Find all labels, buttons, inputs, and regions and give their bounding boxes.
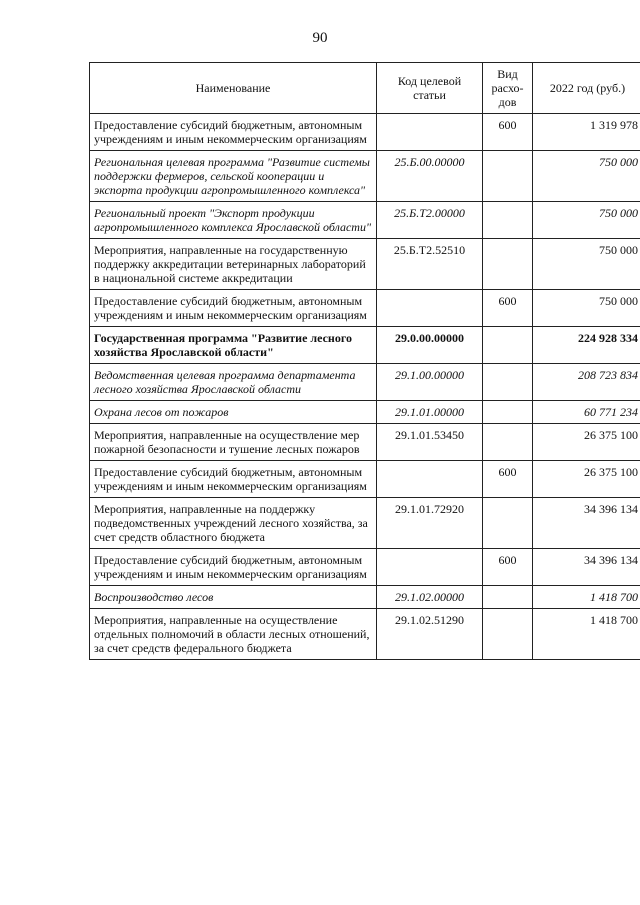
row-code (377, 114, 483, 151)
row-sum: 1 418 700 (533, 586, 640, 609)
row-name: Государственная программа "Развитие лесного хозяйства Ярославской области" (90, 327, 377, 364)
budget-table (89, 62, 640, 660)
row-kind (483, 424, 533, 461)
row-name: Предоставление субсидий бюджетным, автономным учреждениям и иным некоммерческим организациям (90, 461, 377, 498)
row-name: Региональный проект "Экспорт продукции агропромышленного комплекса Ярославской области" (90, 202, 377, 239)
row-sum: 750 000 (533, 151, 640, 202)
header-sum: 2022 год (руб.) (533, 63, 640, 114)
table-row (90, 290, 640, 327)
page-number: 90 (312, 30, 328, 46)
row-name: Региональная целевая программа "Развитие системы поддержки фермеров, сельской кооперации и экспорта продукции агропромышленного комплекса" (90, 151, 377, 202)
header-name: Наименование (90, 63, 377, 114)
row-name: Мероприятия, направленные на осуществление мер пожарной безопасности и тушение лесных пожаров (90, 424, 377, 461)
row-name: Предоставление субсидий бюджетным, автономным учреждениям и иным некоммерческим организациям (90, 114, 377, 151)
row-sum: 750 000 (533, 202, 640, 239)
table-header-row (90, 63, 640, 114)
header-code: Код целевой статьи (377, 63, 483, 114)
row-sum: 26 375 100 (533, 424, 640, 461)
row-sum: 750 000 (533, 239, 640, 290)
row-kind (483, 401, 533, 424)
row-code: 29.1.01.00000 (377, 401, 483, 424)
row-sum: 34 396 134 (533, 498, 640, 549)
table-row (90, 424, 640, 461)
row-name: Мероприятия, направленные на государственную поддержку аккредитации ветеринарных лабораторий в национальной системе аккредитации (90, 239, 377, 290)
row-code: 29.1.02.51290 (377, 609, 483, 660)
row-kind (483, 364, 533, 401)
row-name: Предоставление субсидий бюджетным, автономным учреждениям и иным некоммерческим организациям (90, 549, 377, 586)
row-code: 29.1.01.72920 (377, 498, 483, 549)
row-kind (483, 327, 533, 364)
row-code (377, 290, 483, 327)
row-name: Ведомственная целевая программа департамента лесного хозяйства Ярославской области (90, 364, 377, 401)
table-row (90, 401, 640, 424)
row-code: 29.0.00.00000 (377, 327, 483, 364)
table-row (90, 327, 640, 364)
row-kind (483, 498, 533, 549)
row-kind (483, 202, 533, 239)
row-kind (483, 239, 533, 290)
row-sum: 750 000 (533, 290, 640, 327)
table-row (90, 114, 640, 151)
row-kind: 600 (483, 290, 533, 327)
row-name: Предоставление субсидий бюджетным, автономным учреждениям и иным некоммерческим организациям (90, 290, 377, 327)
row-code: 29.1.01.53450 (377, 424, 483, 461)
row-sum: 1 418 700 (533, 609, 640, 660)
table-row (90, 151, 640, 202)
row-sum: 60 771 234 (533, 401, 640, 424)
row-sum: 26 375 100 (533, 461, 640, 498)
table-row (90, 549, 640, 586)
table-row (90, 364, 640, 401)
row-sum: 1 319 978 (533, 114, 640, 151)
row-code: 25.Б.Т2.00000 (377, 202, 483, 239)
row-sum: 208 723 834 (533, 364, 640, 401)
header-kind: Вид расхо- дов (483, 63, 533, 114)
row-kind: 600 (483, 549, 533, 586)
table-body (90, 114, 640, 660)
row-name: Воспроизводство лесов (90, 586, 377, 609)
row-kind: 600 (483, 114, 533, 151)
row-code: 25.Б.00.00000 (377, 151, 483, 202)
table-row (90, 586, 640, 609)
row-name: Мероприятия, направленные на поддержку подведомственных учреждений лесного хозяйства, за счет средств областного бюджета (90, 498, 377, 549)
row-sum: 34 396 134 (533, 549, 640, 586)
row-code (377, 461, 483, 498)
table-row (90, 202, 640, 239)
row-name: Мероприятия, направленные на осуществление отдельных полномочий в области лесных отношений, за счет средств федерального бюджета (90, 609, 377, 660)
row-code: 29.1.00.00000 (377, 364, 483, 401)
table-row (90, 461, 640, 498)
row-kind: 600 (483, 461, 533, 498)
row-code: 25.Б.Т2.52510 (377, 239, 483, 290)
row-kind (483, 609, 533, 660)
row-code (377, 549, 483, 586)
table-row (90, 498, 640, 549)
row-kind (483, 151, 533, 202)
row-sum: 224 928 334 (533, 327, 640, 364)
row-kind (483, 586, 533, 609)
table-row (90, 239, 640, 290)
table-row (90, 609, 640, 660)
row-name: Охрана лесов от пожаров (90, 401, 377, 424)
row-code: 29.1.02.00000 (377, 586, 483, 609)
